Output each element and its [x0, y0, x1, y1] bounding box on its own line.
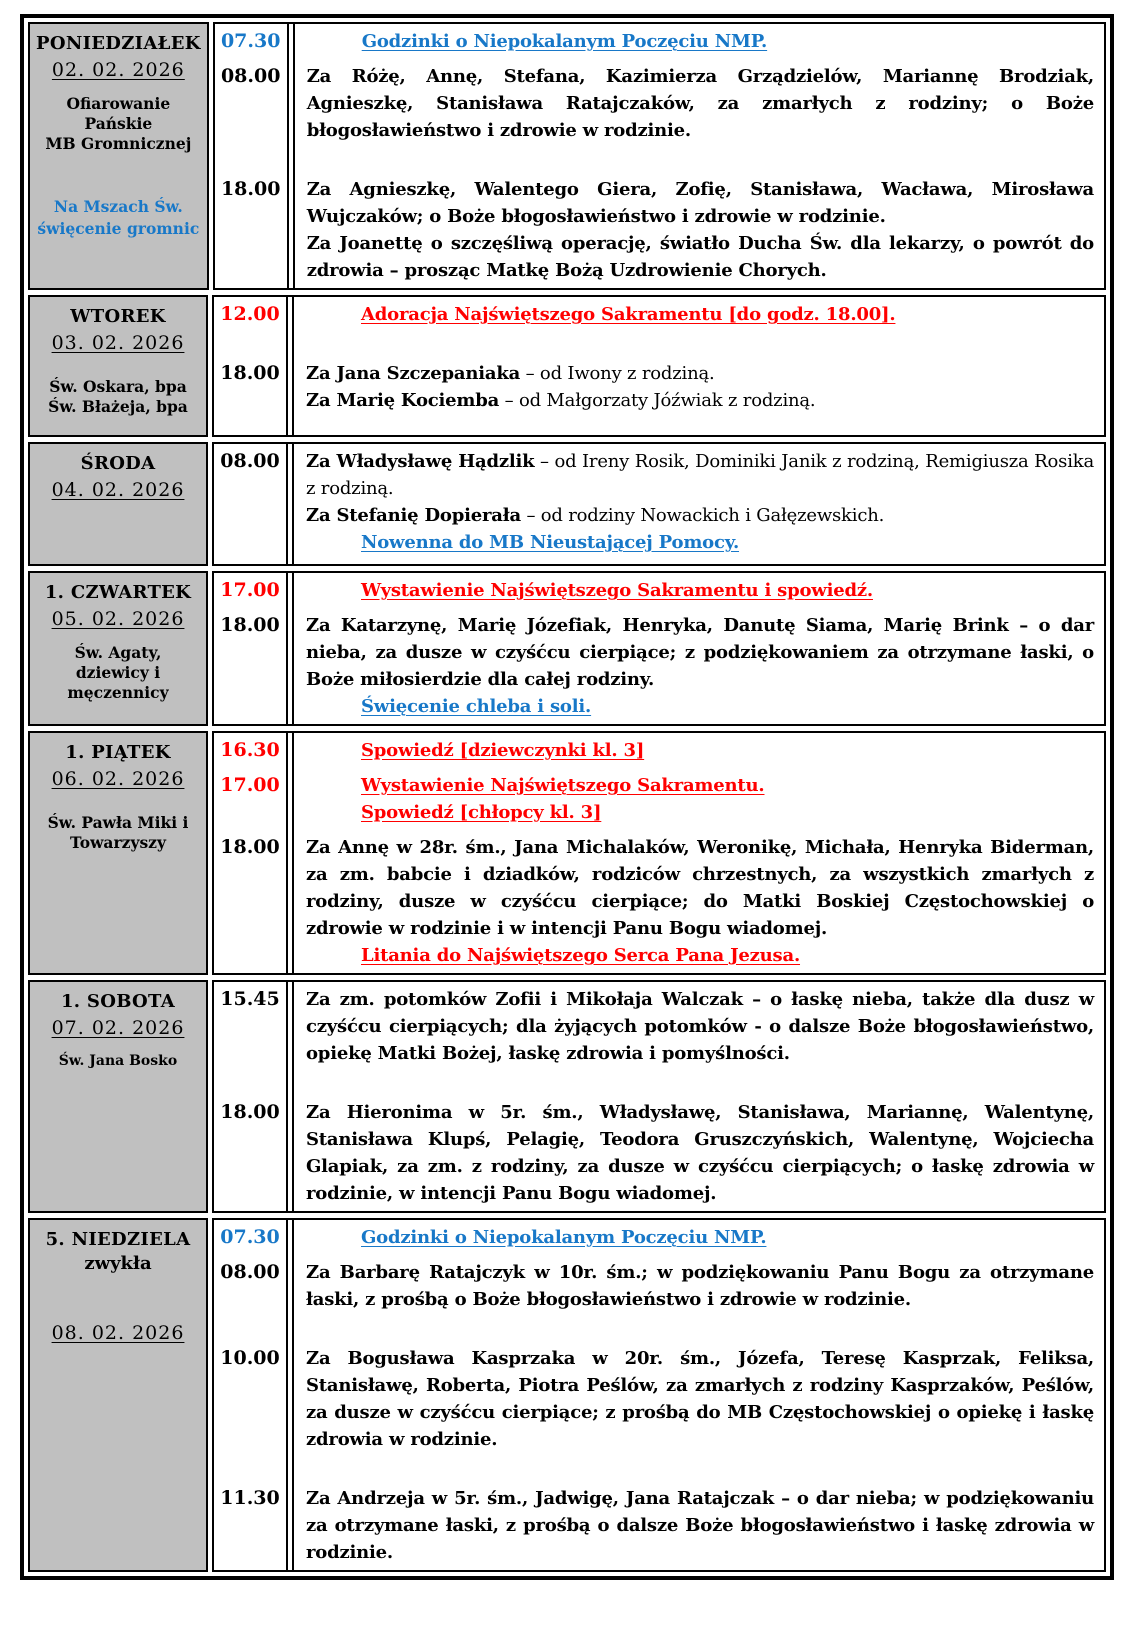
entry [212, 1317, 1106, 1457]
entry [212, 1457, 1106, 1570]
table-row [28, 442, 1106, 566]
time-value: 11.30 [220, 1487, 280, 1509]
day-date: 05. 02. 2026 [51, 608, 185, 631]
day-note: Św. Oskara, bpa [49, 376, 187, 396]
entry [212, 1071, 1106, 1211]
day-date: 03. 02. 2026 [51, 332, 185, 355]
intention-paragraph [306, 1099, 1094, 1207]
intention-paragraph [306, 502, 1094, 529]
day-cell [28, 1218, 208, 1572]
table-row [28, 980, 1106, 1213]
content-cell [293, 24, 1106, 59]
intention-paragraph [306, 1485, 1094, 1566]
content-cell [292, 733, 1106, 768]
day-title: WTOREK [70, 306, 166, 327]
day-date: 07. 02. 2026 [51, 1017, 185, 1040]
content-cell [292, 982, 1106, 1071]
time-cell [212, 1255, 288, 1317]
intention-text: Za Bogusława Kasprzaka w 20r. śm., Józefa, Teresę Kasprzak, Feliksa, Stanisławę, Roberta, Piotra Peślów, za zmarłych z rodziny Kasprzaków, Peślów, za dusze w czyśćcu cierpiące; z prośbą do MB Częstochowskiej o opiekę i łaskę zdrowia w rodzinie. [306, 1348, 1094, 1450]
content-cell [292, 768, 1106, 830]
day-cell [28, 442, 208, 566]
time-value: 08.00 [220, 450, 280, 472]
entries-area [212, 1218, 1106, 1572]
heading-line: Litania do Najświętszego Serca Pana Jezusa. [361, 945, 801, 966]
intention-text: – od Iwony z rodziną. [520, 363, 715, 384]
intention-text: Za Barbarę Ratajczyk w 10r. śm.; w podziękowaniu Panu Bogu za otrzymane łaski, z prośbą o Boże błogosławieństwo i zdrowie w rodzinie. [306, 1262, 1094, 1310]
content-cell [293, 148, 1106, 288]
day-note: Św. Agaty, dziewicy i męczennicy [67, 642, 169, 703]
heading-line: Święcenie chleba i soli. [361, 696, 592, 717]
time-value: 07.30 [220, 30, 281, 52]
day-note: Św. Pawła Miki i Towarzyszy [47, 812, 189, 853]
entry [212, 608, 1106, 724]
day-note: święcenie gromnic [37, 219, 200, 239]
mass-intentions-table [20, 14, 1114, 1580]
day-date: 06. 02. 2026 [51, 768, 185, 791]
content-cell [292, 1255, 1106, 1317]
day-spacer [36, 633, 200, 643]
intention-text: – od Ireny Rosik, Dominiki Janik z rodziną, Remigiusza Rosika z rodziną. [306, 451, 1095, 499]
day-note: Ofiarowanie Pańskie [66, 93, 171, 134]
content-cell [292, 1220, 1106, 1255]
entry [212, 297, 1106, 332]
content-cell [292, 444, 1106, 564]
time-value: 08.00 [220, 65, 281, 87]
day-spacer [36, 357, 200, 377]
intention-text: Za Różę, Annę, Stefana, Kazimierza Grządzielów, Mariannę Brodziak, Agnieszkę, Stanisława Ratajczaków, za zmarłych z rodziny; o Boże błogosławieństwo i zdrowie w rodzinie. [306, 66, 1094, 141]
entry [212, 332, 1106, 435]
time-cell [213, 24, 289, 59]
day-note: Św. Błażeja, bpa [48, 397, 188, 417]
intention-paragraph [306, 612, 1094, 693]
time-cell [212, 1457, 288, 1570]
time-value: 18.00 [220, 178, 281, 200]
table-row [28, 571, 1106, 726]
day-cell [28, 731, 208, 975]
heading-line: Godzinki o Niepokalanym Poczęciu NMP. [361, 1227, 767, 1248]
intention-text: Za Jana Szczepaniaka [306, 363, 521, 384]
intention-paragraph [306, 1259, 1094, 1313]
day-title: 1. PIĄTEK [65, 742, 171, 763]
time-value: 18.00 [220, 362, 280, 384]
time-value: 07.30 [220, 1226, 280, 1248]
intention-text: – od rodziny Nowackich i Gałęzewskich. [520, 505, 885, 526]
time-cell [213, 148, 289, 288]
intention-text: Za Annę w 28r. śm., Jana Michalaków, Weronikę, Michała, Henryka Biderman, za zm. babcie i dziadków, rodziców chrzestnych, za wszystkich zmarłych z rodziny, dusze w czyśćcu cierpiące; do Matki Boskiej Częstochowskiej o zdrowie w rodzinie i w intencji Panu Bogu wiadomej. [306, 837, 1094, 939]
day-title: 5. NIEDZIELA [45, 1229, 191, 1250]
time-cell [212, 1317, 288, 1457]
intention-paragraph [306, 986, 1094, 1067]
table-row [28, 22, 1106, 290]
intention-text: Za Władysławę Hądzlik [306, 451, 535, 472]
time-cell [212, 297, 288, 332]
intention-paragraph [307, 176, 1094, 230]
table-row [28, 295, 1106, 437]
content-cell [292, 297, 1106, 332]
time-value: 16.30 [220, 739, 280, 761]
day-spacer [36, 1042, 200, 1052]
entry [212, 733, 1106, 768]
time-value: 17.00 [220, 579, 280, 601]
intention-text: Za Stefanię Dopierała [306, 505, 521, 526]
heading-line: Spowiedź [chłopcy kl. 3] [361, 802, 602, 823]
day-date: 08. 02. 2026 [51, 1321, 185, 1344]
intention-paragraph [306, 387, 1094, 414]
time-cell [212, 768, 288, 830]
time-cell [212, 982, 288, 1071]
entry [212, 1220, 1106, 1255]
time-value: 18.00 [220, 614, 280, 636]
table-row [28, 731, 1106, 975]
day-title: PONIEDZIAŁEK [36, 33, 201, 54]
time-cell [212, 573, 288, 608]
entries-area [212, 731, 1106, 975]
entry [212, 768, 1106, 830]
day-cell [28, 22, 209, 290]
intention-paragraph [306, 834, 1094, 942]
content-cell [292, 1317, 1106, 1457]
heading-line: Wystawienie Najświętszego Sakramentu i spowiedź. [361, 580, 873, 601]
intention-text: Za zm. potomków Zofii i Mikołaja Walczak – o łaskę nieba, także dla dusz w czyśćcu cierpiących; dla żyjących potomków - o dalsze Boże błogosławieństwo, opiekę Matki Bożej, łaskę zdrowia i pomyślności. [306, 989, 1094, 1064]
entries-area [213, 22, 1106, 290]
time-value: 15.45 [220, 988, 280, 1010]
time-cell [212, 830, 288, 973]
day-note: MB Gromnicznej [45, 134, 192, 154]
intention-text: – od Małgorzaty Jóźwiak z rodziną. [499, 390, 816, 411]
time-value: 18.00 [220, 836, 280, 858]
day-note: Na Mszach Św. [53, 197, 183, 217]
day-title: 1. CZWARTEK [44, 582, 192, 603]
intention-text: Za Agnieszkę, Walentego Giera, Zofię, Stanisława, Wacława, Mirosława Wujczaków; o Boże błogosławieństwo i zdrowie w rodzinie. [306, 179, 1094, 227]
intention-paragraph [307, 230, 1094, 284]
content-cell [292, 332, 1106, 435]
entries-area [212, 442, 1106, 566]
time-value: 18.00 [220, 1101, 280, 1123]
entry [212, 982, 1106, 1071]
entries-area [212, 571, 1106, 726]
day-title: 1. SOBOTA [60, 991, 176, 1012]
table-row [28, 1218, 1106, 1572]
time-cell [212, 332, 288, 435]
intention-paragraph [307, 63, 1094, 144]
time-cell [212, 1220, 288, 1255]
day-title: ŚRODA [80, 453, 156, 474]
time-cell [212, 733, 288, 768]
time-cell [212, 444, 288, 564]
content-cell [292, 1071, 1106, 1211]
day-note: Św. Jana Bosko [58, 1052, 178, 1069]
intention-paragraph [306, 1345, 1094, 1453]
day-cell [28, 980, 208, 1213]
entry [212, 573, 1106, 608]
time-cell [213, 59, 289, 148]
intention-text: Za Hieronima w 5r. śm., Władysławę, Stanisława, Mariannę, Walentynę, Stanisława Klupś, Pelagię, Teodora Gruszczyńskich, Walentynę, Wojciecha Glapiak, za zm. z rodziny, za dusze w czyśćcu cierpiących; o łaskę zdrowia w rodzinie, w intencji Panu Bogu wiadomej. [306, 1102, 1094, 1204]
intention-text: Za Marię Kociemba [306, 390, 500, 411]
day-spacer [36, 84, 201, 94]
day-spacer [36, 154, 201, 196]
intention-text: Za Joanettę o szczęśliwą operację, światło Ducha Św. dla lekarzy, o powrót do zdrowia – prosząc Matkę Bożą Uzdrowienie Chorych. [306, 233, 1094, 281]
entries-area [212, 980, 1106, 1213]
entry [212, 444, 1106, 564]
time-value: 08.00 [220, 1261, 280, 1283]
entries-area [212, 295, 1106, 437]
content-cell [292, 830, 1106, 973]
time-cell [212, 608, 288, 724]
day-date: 02. 02. 2026 [51, 59, 185, 82]
content-cell [292, 573, 1106, 608]
entry [212, 1255, 1106, 1317]
entry [213, 148, 1106, 288]
day-subtitle: zwykła [84, 1253, 152, 1275]
heading-line: Godzinki o Niepokalanym Poczęciu NMP. [361, 31, 768, 52]
day-cell [28, 295, 208, 437]
day-date: 04. 02. 2026 [51, 479, 185, 502]
day-spacer [36, 793, 200, 813]
time-value: 12.00 [220, 303, 280, 325]
intention-paragraph [306, 360, 1094, 387]
entry [213, 24, 1106, 59]
heading-line: Adoracja Najświętszego Sakramentu [do godz. 18.00]. [361, 304, 896, 325]
time-cell [212, 1071, 288, 1211]
time-value: 17.00 [220, 774, 280, 796]
heading-line: Nowenna do MB Nieustającej Pomocy. [361, 532, 740, 553]
intention-paragraph [306, 448, 1094, 502]
content-cell [293, 59, 1106, 148]
entry [213, 59, 1106, 148]
time-value: 10.00 [220, 1347, 280, 1369]
heading-line: Spowiedź [dziewczynki kl. 3] [361, 740, 645, 761]
entry [212, 830, 1106, 973]
content-cell [292, 1457, 1106, 1570]
content-cell [292, 608, 1106, 724]
intention-text: Za Andrzeja w 5r. śm., Jadwigę, Jana Ratajczak – o dar nieba; w podziękowaniu za otrzymane łaski, z prośbą o dalsze Boże błogosławieństwo i łaskę zdrowia w rodzinie. [306, 1488, 1094, 1563]
heading-line: Wystawienie Najświętszego Sakramentu. [361, 775, 765, 796]
day-cell [28, 571, 208, 726]
intention-text: Za Katarzynę, Marię Józefiak, Henryka, Danutę Siama, Marię Brink – o dar nieba, za dusze w czyśćcu cierpiące; z podziękowaniem za otrzymane łaski, o Boże miłosierdzie dla całej rodziny. [306, 615, 1094, 690]
day-spacer [36, 1277, 200, 1319]
